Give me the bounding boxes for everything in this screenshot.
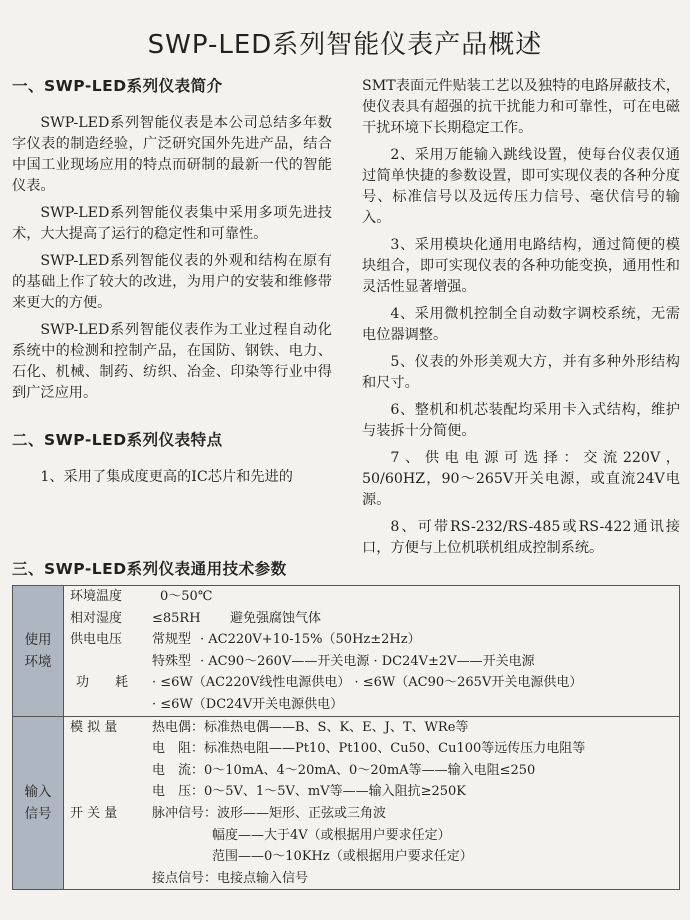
feature-item: 8、可带RS-232/RS-485或RS-422通讯接口，方便与上位机联机组成控制系统。 bbox=[362, 519, 680, 556]
input-category-label: 输入 信号 bbox=[24, 783, 52, 822]
consume-label: 功 耗 bbox=[76, 675, 129, 691]
env-category bbox=[13, 586, 64, 717]
spec-line bbox=[64, 672, 679, 694]
feature-item-1-start: 1、采用了集成度更高的IC芯片和先进的 bbox=[40, 469, 293, 485]
special-value: · AC90～260V——开关电源 · DC24V±2V——开关电源 bbox=[200, 653, 535, 669]
regular-label: 常规型 bbox=[152, 632, 192, 648]
feature-item: 2、采用万能输入跳线设置，使每台仪表仅通过简单快捷的参数设置，即可实现仪表的各种分度号、标准信号以及远传压力信号、毫伏信号的输入。 bbox=[362, 147, 680, 226]
intro-paragraph: SWP-LED系列智能仪表的外观和结构在原有的基础上作了较大的改进，为用户的安装和维修带来更大的方便。 bbox=[12, 253, 332, 311]
intro-paragraph: SWP-LED系列智能仪表作为工业过程自动化系统中的检测和控制产品，在国防、钢铁、电力、石化、机械、制药、纺织、冶金、印染等行业中得到广泛应用。 bbox=[12, 322, 332, 401]
input-row bbox=[13, 716, 680, 890]
hum-label: 相对湿度 bbox=[70, 610, 123, 626]
spec-table bbox=[12, 585, 680, 890]
input-body bbox=[64, 716, 680, 890]
spec-line bbox=[64, 717, 679, 739]
env-body bbox=[64, 586, 680, 717]
env-row bbox=[13, 586, 680, 717]
spec-line bbox=[64, 629, 679, 651]
regular-value: · AC220V+10-15%（50Hz±2Hz） bbox=[200, 632, 421, 648]
pulse-value: 脉冲信号：波形——矩形、正弦或三角波 bbox=[152, 805, 387, 821]
spec-line bbox=[64, 608, 679, 630]
section3-heading: 三、SWP-LED系列仪表通用技术参数 bbox=[12, 560, 287, 578]
spec-line bbox=[64, 868, 679, 890]
thermocouple-value: 热电偶：标准热电偶——B、S、K、E、J、T、WRe等 bbox=[152, 719, 469, 735]
document-title: SWP-LED系列智能仪表产品概述 bbox=[147, 30, 543, 60]
input-category bbox=[13, 716, 64, 890]
section1-heading: 一、SWP-LED系列仪表简介 bbox=[12, 77, 223, 95]
hum-note: 避免强腐蚀气体 bbox=[230, 610, 322, 626]
contact-value: 接点信号：电接点输入信号 bbox=[152, 870, 309, 886]
special-label: 特殊型 bbox=[152, 653, 192, 669]
analog-label: 模 拟 量 bbox=[70, 719, 118, 735]
env-category-label: 使用 环境 bbox=[24, 631, 52, 670]
temp-value: 0～50℃ bbox=[160, 589, 213, 604]
feature-item: 7、供电电源可选择：交流220V，50/60HZ，90～265V开关电源，或直流24V电源。 bbox=[362, 450, 680, 508]
intro-paragraph: SWP-LED系列智能仪表集中采用多项先进技术，大大提高了运行的稳定性和可靠性。 bbox=[12, 205, 332, 242]
section2-heading: 二、SWP-LED系列仪表特点 bbox=[12, 431, 223, 449]
consume-value-2: · ≤6W（DC24V开关电源供电） bbox=[152, 696, 344, 712]
intro-paragraph: SWP-LED系列智能仪表是本公司总结多年数字仪表的制造经验，广泛研究国外先进产品，结合中国工业现场应用的特点而研制的最新一代的智能仪表。 bbox=[12, 115, 332, 194]
spec-line bbox=[64, 694, 679, 716]
left-column bbox=[12, 76, 332, 494]
rtd-value: 电 阻：标准热电阻——Pt10、Pt100、Cu50、Cu100等远传压力电阻等 bbox=[152, 741, 586, 757]
voltage-value: 电 压：0～5V、1～5V、mV等——输入阻抗≥250K bbox=[152, 784, 466, 800]
spec-line bbox=[64, 781, 679, 803]
right-column bbox=[362, 76, 680, 565]
spec-line bbox=[64, 651, 679, 673]
feature-item: 5、仪表的外形美观大方，并有多种外形结构和尺寸。 bbox=[362, 354, 680, 391]
spec-line bbox=[64, 738, 679, 760]
hum-value: ≤85RH bbox=[152, 610, 201, 626]
temp-label: 环境温度 bbox=[70, 589, 123, 604]
switch-label: 开 关 量 bbox=[70, 805, 118, 821]
current-value: 电 流：0～10mA、4～20mA、0～20mA等——输入电阻≤250 bbox=[152, 762, 536, 778]
feature-item-1-continuation: SMT表面元件贴装工艺以及独特的电路屏蔽技术，使仪表具有超强的抗干扰能力和可靠性，可在电磁干扰环境下长期稳定工作。 bbox=[362, 78, 680, 136]
range-value: 范围——0～10KHz（或根据用户要求任定） bbox=[212, 849, 473, 865]
amplitude-value: 幅度——大于4V（或根据用户要求任定） bbox=[212, 827, 451, 843]
spec-line bbox=[64, 760, 679, 782]
spec-line bbox=[64, 586, 679, 608]
spec-line bbox=[64, 825, 679, 847]
feature-item: 3、采用模块化通用电路结构，通过简便的模块组合，即可实现仪表的各种功能变换，通用性和灵活性显著增强。 bbox=[362, 237, 680, 295]
spec-line bbox=[64, 846, 679, 868]
consume-value-1: · ≤6W（AC220V线性电源供电） · ≤6W（AC90～265V开关电源供电） bbox=[152, 675, 583, 691]
spec-line bbox=[64, 803, 679, 825]
power-label: 供电电压 bbox=[70, 632, 123, 648]
feature-item: 6、整机和机芯装配均采用卡入式结构，维护与装拆十分简便。 bbox=[362, 402, 680, 439]
feature-item: 4、采用微机控制全自动数字调校系统，无需电位器调整。 bbox=[362, 306, 680, 343]
